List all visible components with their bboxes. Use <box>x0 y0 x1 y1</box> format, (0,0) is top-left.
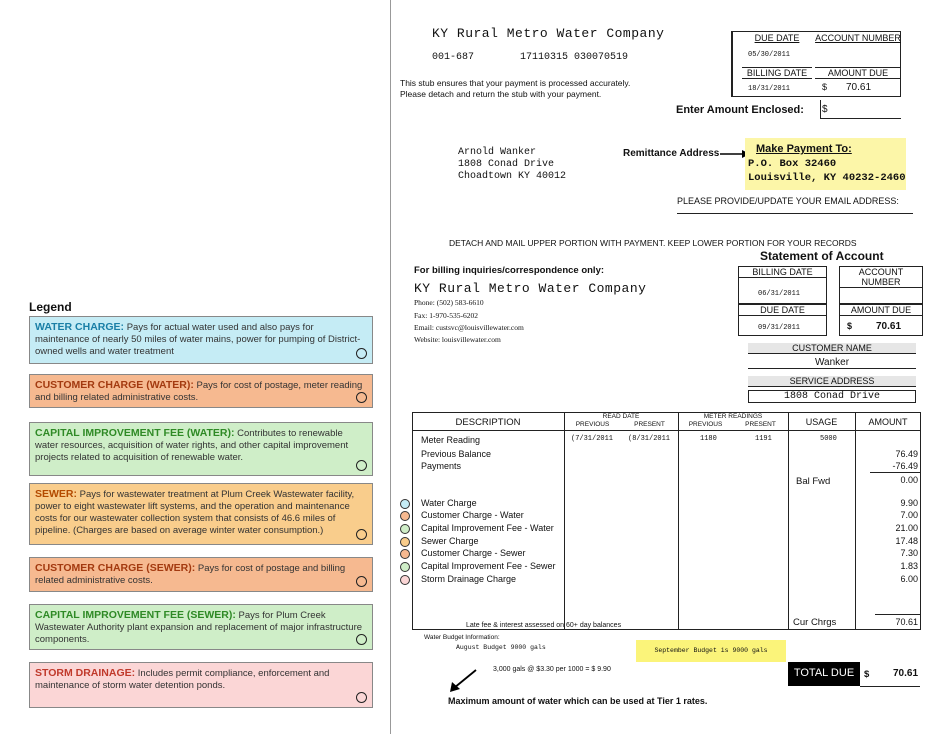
late-fee-note: Late fee & interest assessed on 60+ day balances <box>466 622 622 629</box>
charge-color-dot <box>400 499 410 509</box>
circle-icon <box>356 529 367 540</box>
charge-amount: 17.48 <box>895 536 918 546</box>
charge-label: Capital Improvement Fee - Sewer <box>421 561 556 571</box>
legend-item-text: Pays for Plum Creek Wastewater Authority plant expansion and replacement of major infrastructure components. <box>35 610 363 645</box>
stub-company-name: KY Rural Metro Water Company <box>432 26 665 41</box>
make-payment-label: Make Payment To: <box>756 143 852 155</box>
payments-label: Payments <box>421 461 462 471</box>
legend-item <box>29 557 373 592</box>
stub-code-1: 001-687 <box>432 52 475 63</box>
service-address-label: SERVICE ADDRESS <box>748 376 916 387</box>
st-account-number-label: ACCOUNT NUMBER <box>839 267 923 288</box>
charge-label: Water Charge <box>421 498 477 508</box>
total-due-value: 70.61 <box>893 668 919 679</box>
bal-fwd-value: 0.00 <box>900 475 918 485</box>
col-description: DESCRIPTION <box>455 417 521 428</box>
cur-chrgs-label: Cur Chrgs <box>793 617 837 628</box>
col-read-previous: PREVIOUS <box>575 421 610 428</box>
charge-amount: 6.00 <box>900 574 918 584</box>
legend-item-text: Pays for cost of postage, meter reading and billing related administrative costs. <box>35 380 363 403</box>
legend-item-title: CAPITAL IMPROVEMENT FEE (SEWER): <box>35 609 236 621</box>
st-billing-date-label: BILLING DATE <box>738 267 827 278</box>
legend-item-text: Pays for actual water used and also pays for maintenance of nearly 50 miles of water mains, power for pumping of District-owned wells and water treatment <box>35 322 361 357</box>
col-meter-present: PRESENT <box>745 421 776 428</box>
usage-value: 5000 <box>820 435 837 443</box>
company-fax: Fax: 1-970-535-6202 <box>414 311 478 320</box>
meter-previous-value: 1180 <box>700 435 717 443</box>
st-amount-due: 70.61 <box>876 321 902 332</box>
cur-line <box>875 614 920 615</box>
charge-color-dot <box>400 524 410 534</box>
customer-street: 1808 Conad Drive <box>458 159 555 170</box>
circle-icon <box>356 634 367 645</box>
charge-color-dot <box>400 537 410 547</box>
enter-amount-currency: $ <box>822 104 828 115</box>
read-present-value: (8/31/2011 <box>628 435 671 443</box>
page-divider <box>390 0 391 734</box>
stub-due-date: 05/30/2011 <box>748 51 791 59</box>
pay-po-box: P.O. Box 32460 <box>748 158 837 170</box>
customer-name: Arnold Wanker <box>458 147 537 158</box>
legend-item-title: WATER CHARGE: <box>35 321 125 333</box>
st-due-date: 09/31/2011 <box>758 324 801 332</box>
bal-fwd-label: Bal Fwd <box>796 476 831 487</box>
charge-label: Customer Charge - Sewer <box>421 548 526 558</box>
legend-item-text: Pays for cost of postage and billing related administrative costs. <box>35 563 346 586</box>
legend-item-text: Contributes to renewable water resources, acquisition of water rights, and other capital improvement projects related to acquisition of renewable water. <box>35 428 349 463</box>
charge-color-dot <box>400 549 410 559</box>
statement-company: KY Rural Metro Water Company <box>414 281 647 296</box>
tier-calc: 3,000 gals @ $3.30 per 1000 = $ 9.90 <box>493 666 611 673</box>
charge-label: Sewer Charge <box>421 536 479 546</box>
charge-amount: 7.00 <box>900 510 918 520</box>
payments-value: -76.49 <box>892 461 918 471</box>
company-phone: Phone: (502) 583-6610 <box>414 298 484 307</box>
st-billing-date: 06/31/2011 <box>758 290 801 298</box>
bal-line <box>870 472 920 473</box>
charge-label: Capital Improvement Fee - Water <box>421 523 554 533</box>
charge-color-dot <box>400 575 410 585</box>
company-website: Website: louisvillewater.com <box>414 335 501 344</box>
legend-item <box>29 422 373 476</box>
charge-amount: 21.00 <box>895 523 918 533</box>
charge-amount: 7.30 <box>900 548 918 558</box>
customer-name-value: Wanker <box>748 357 916 369</box>
col-amount: AMOUNT <box>868 417 908 427</box>
col-usage: USAGE <box>805 417 838 427</box>
charge-amount: 9.90 <box>900 498 918 508</box>
st-amount-due-label: AMOUNT DUE <box>839 305 923 316</box>
legend-item-title: STORM DRAINAGE: <box>35 667 136 679</box>
arrow-down-left-icon <box>448 668 480 694</box>
stub-amount-due-currency: $ <box>822 82 828 92</box>
col-line-3 <box>788 412 789 630</box>
col-meter-previous: PREVIOUS <box>688 421 723 428</box>
legend-item <box>29 604 373 650</box>
circle-icon <box>356 576 367 587</box>
remittance-label: Remittance Address <box>623 148 720 159</box>
legend-title: Legend <box>29 300 72 314</box>
detach-text: DETACH AND MAIL UPPER PORTION WITH PAYMENT. KEEP LOWER PORTION FOR YOUR RECORDS <box>449 238 857 248</box>
september-budget: September Budget is 9000 gals <box>636 640 786 662</box>
circle-icon <box>356 692 367 703</box>
legend-item-text: Pays for wastewater treatment at Plum Creek Wastewater facility, power to eight wastewater lift systems, and the operation and maintenance costs for our wastewater collection system that consists of 46.6 miles of pipeline. (Charges are based on average winter water consumption.) <box>35 489 355 536</box>
stub-amount-due: 70.61 <box>846 82 872 93</box>
enter-amount-field[interactable] <box>820 100 901 119</box>
charge-color-dot <box>400 562 410 572</box>
stub-billing-date: 18/31/2011 <box>748 85 791 93</box>
meter-present-value: 1191 <box>755 435 772 443</box>
meter-reading-label: Meter Reading <box>421 435 481 445</box>
stub-billing-date-label: BILLING DATE <box>742 67 812 79</box>
col-line-2 <box>678 412 679 630</box>
customer-name-label: CUSTOMER NAME <box>748 343 916 354</box>
col-line-1 <box>564 412 565 630</box>
email-input[interactable] <box>677 209 913 214</box>
august-budget: August Budget 9000 gals <box>456 644 546 651</box>
col-meter-readings: METER READINGS <box>703 413 763 420</box>
st-due-date-label: DUE DATE <box>738 305 827 316</box>
pay-city: Louisville, KY 40232-2460 <box>748 172 906 184</box>
total-due-label: TOTAL DUE <box>793 667 855 679</box>
circle-icon <box>356 348 367 359</box>
col-read-date: READ DATE <box>602 413 640 420</box>
total-underline <box>860 686 920 687</box>
enter-amount-label: Enter Amount Enclosed: <box>676 104 804 116</box>
stub-note-1: This stub ensures that your payment is processed accurately. <box>400 78 631 88</box>
legend-item-title: CUSTOMER CHARGE (WATER): <box>35 379 194 391</box>
stub-amount-due-label: AMOUNT DUE <box>815 67 901 79</box>
legend-item-title: SEWER: <box>35 488 77 500</box>
previous-balance-label: Previous Balance <box>421 449 492 459</box>
inquiries-label: For billing inquiries/correspondence only: <box>414 265 605 276</box>
email-prompt: PLEASE PROVIDE/UPDATE YOUR EMAIL ADDRESS: <box>677 196 899 206</box>
stub-note-2: Please detach and return the stub with your payment. <box>400 89 602 99</box>
legend-item-text: Includes permit compliance, enforcement and maintenance of storm water detention ponds. <box>35 668 330 691</box>
col-read-present: PRESENT <box>634 421 665 428</box>
legend-item <box>29 374 373 408</box>
charges-table <box>412 412 921 630</box>
col-line-4 <box>855 412 856 630</box>
stub-due-date-label: DUE DATE <box>754 33 800 43</box>
charge-label: Customer Charge - Water <box>421 510 524 520</box>
legend-item-title: CUSTOMER CHARGE (SEWER): <box>35 562 196 574</box>
max-note: Maximum amount of water which can be used at Tier 1 rates. <box>448 696 708 706</box>
circle-icon <box>356 392 367 403</box>
table-header-line <box>412 430 921 431</box>
cur-chrgs-value: 70.61 <box>895 617 918 627</box>
read-previous-value: (7/31/2011 <box>571 435 614 443</box>
stub-account-number-label: ACCOUNT NUMBER <box>815 33 901 43</box>
charge-color-dot <box>400 511 410 521</box>
legend-item-title: CAPITAL IMPROVEMENT FEE (WATER): <box>35 427 235 439</box>
legend-item <box>29 662 373 708</box>
previous-balance: 76.49 <box>895 449 918 459</box>
st-amount-due-currency: $ <box>847 321 853 331</box>
circle-icon <box>356 460 367 471</box>
legend-item <box>29 316 373 364</box>
stub-code-2: 17110315 030070519 <box>520 52 629 63</box>
customer-city: Choadtown KY 40012 <box>458 171 567 182</box>
charge-label: Storm Drainage Charge <box>421 574 517 584</box>
service-address-value: 1808 Conad Drive <box>748 390 916 403</box>
charge-amount: 1.83 <box>900 561 918 571</box>
company-email: Email: custsvc@louisvillewater.com <box>414 323 524 332</box>
legend-item <box>29 483 373 545</box>
statement-title: Statement of Account <box>760 249 884 263</box>
budget-info-label: Water Budget Information: <box>424 634 500 641</box>
total-due-currency: $ <box>864 669 870 680</box>
